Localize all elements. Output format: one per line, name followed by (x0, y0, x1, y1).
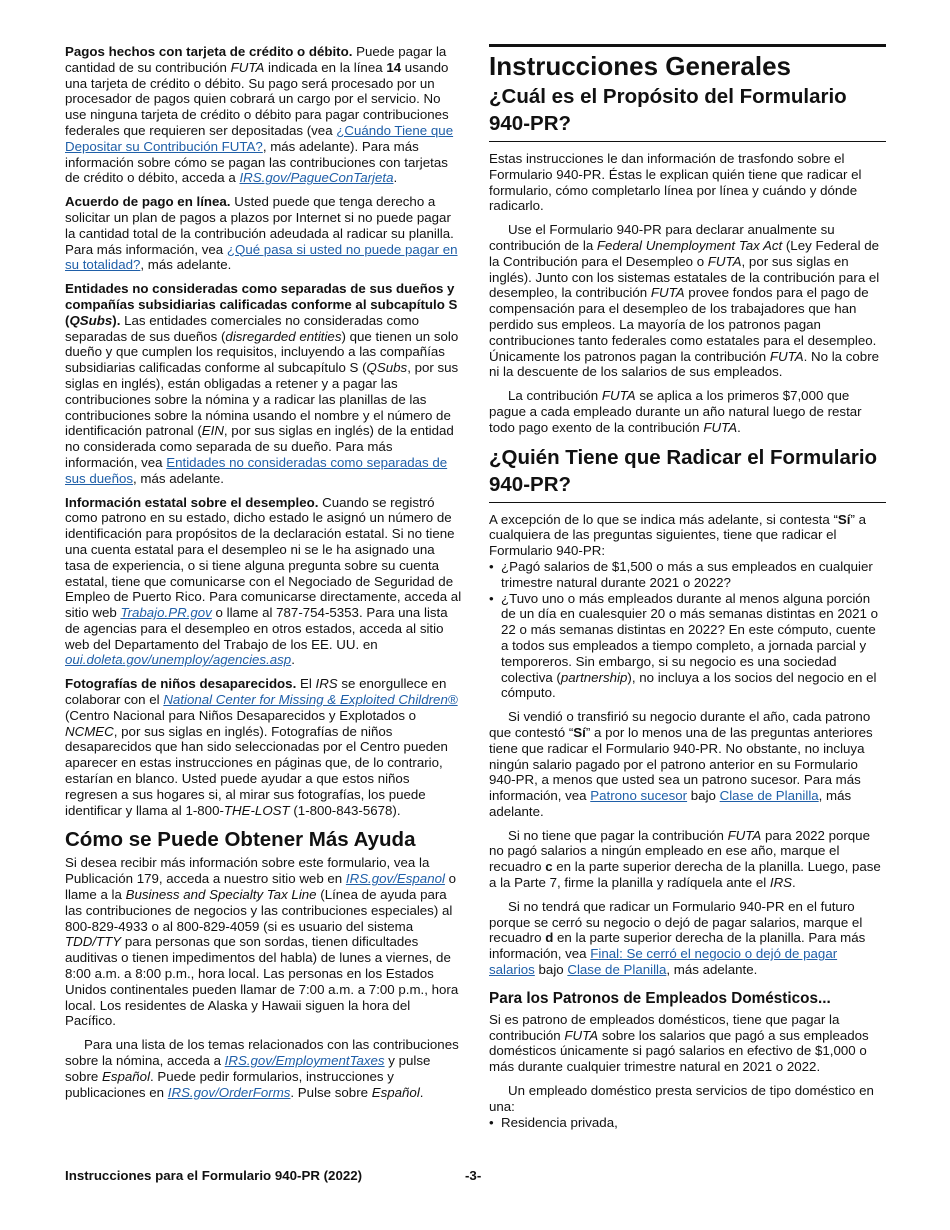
heading-empleados-domesticos: Para los Patronos de Empleados Domésticos... (489, 989, 831, 1007)
link-irs-espanol[interactable]: IRS.gov/Espanol (345, 871, 445, 887)
paragraph-closed-business: Si no tendrá que radicar un Formulario 940-PR en el futuro porque se cerró su negocio o dejó de pagar salarios, marque el recuadro d en la parte superior derecha de la planilla. Para más información, vea Final: Se cerró el negocio o dejó de pagar salarios bajo Clase de Planilla, más adelante. (489, 898, 866, 978)
bullet-dot-icon: • (489, 1114, 494, 1130)
paragraph-disregarded-entities: Entidades no consideradas como separadas de sus dueños y compañías subsidiarias calificadas conforme al subcapítulo S (QSubs). Las entidades comerciales no consideradas como separadas de sus dueños (disregarded entities) que tienen un solo dueño y que cumplen los requisitos, incluyendo a las compañías subsidiarias calificadas conforme al subcapítulo S (QSubs, por sus siglas en inglés), están obligadas a retener y a pagar las contribuciones sobre la nómina y a radicar las planillas de las contribuciones sobre la nómina usando el nombre y el número de identificación patronal (EIN, por sus siglas en inglés) de la entidad no considerada como separada de su dueño. Para más información, vea Entidades no consideradas como separadas de sus dueños, más adelante. (65, 281, 459, 486)
link-doleta-agencies[interactable]: oui.doleta.gov/unemploy/agencies.asp (65, 652, 292, 668)
paragraph-futa-7000: La contribución FUTA se aplica a los primeros $7,000 que pague a cada empleado durante un año natural luego de restar todo pago exento de la contribución FUTA. (489, 388, 862, 435)
link-clase-de-planilla[interactable]: Clase de Planilla (719, 788, 819, 804)
link-ncmec[interactable]: National Center for Missing & Exploited Children® (163, 692, 458, 708)
bullet-item: • ¿Tuvo uno o más empleados durante al menos alguna porción de un día en cualesquier 20 o más semanas distintas en 2021 o 22 o más semanas distintas en 2022? En este cómputo, cuente a todos sus empleados a tiempo completo, a jornada parcial y temporeros. Sin embargo, si su negocio es una sociedad colectiva (partnership), no incluya a los socios del negocio en el cómputo. (489, 590, 878, 701)
paragraph-household-employer: Si es patrono de empleados domésticos, tiene que pagar la contribución FUTA sobre los salarios que pagó a sus empleados domésticos únicamente si pagó salarios en efectivo de $1,000 o más durante cualquier trimestre natural en 2021 o 2022. (489, 1011, 869, 1075)
link-cuando-depositar[interactable]: ¿Cuándo Tiene que Depositar su Contribución FUTA? (65, 122, 454, 154)
paragraph-help-info: Si desea recibir más información sobre este formulario, vea la Publicación 179, acceda a nuestro sitio web en IRS.gov/Espanol o llame a la Business and Specialty Tax Line (Línea de ayuda para las contribuciones de negocios y las contribuciones especiales) al 800-829-4933 o al 800-829-4059 (si es usuario del sistema TDD/TTY para personas que son sordas, tienen dificultades auditivas o tienen impedimentos del habla) de lunes a viernes, de 8:00 a.m. a 8:00 p.m., hora local. Las personas en los Estados Unidos continentales pueden llamar de 7:00 a.m. a 7:00 p.m., hora local. Los residentes de Alaska y Hawaii siguen la hora del Pacífico. (65, 855, 459, 1029)
paragraph-sold-business: Si vendió o transfirió su negocio durante el año, cada patrono que contestó “Sí” a por lo menos una de las preguntas anteriores tiene que radicar el Formulario 940-PR. No obstante, no incluya ningún salario pagado por el patrono anterior en su Formulario 940-PR, a menos que usted sea un patrono sucesor. Para más información, vea Patrono sucesor bajo Clase de Planilla, más adelante. (489, 709, 873, 819)
paragraph-intro: Estas instrucciones le dan información de trasfondo sobre el Formulario 940-PR. Éstas le explican quién tiene que radicar el formulario, cómo completarlo línea por línea y cuándo y dónde radicarlo. (489, 151, 862, 214)
link-trabajo-pr[interactable]: Trabajo.PR.gov (120, 605, 212, 621)
link-employment-taxes[interactable]: IRS.gov/EmploymentTaxes (224, 1053, 385, 1069)
paragraph-credit-card: Pagos hechos con tarjeta de crédito o débito. Puede pagar la cantidad de su contribución FUTA indicada en la línea 14 usando una tarjeta de crédito o débito. Su pago será procesado por un procesador de pagos quien cobrará un cargo por el servicio. No use ninguna tarjeta de crédito o débito para pagar contribuciones federales que requieren ser depositadas (vea ¿Cuándo Tiene que Depositar su Contribución FUTA?, más adelante). Para más información sobre cómo se pagan las contribuciones con tarjetas de crédito o débito, acceda a IRS.gov/PagueConTarjeta. (65, 44, 454, 186)
right-column (489, 44, 886, 1130)
bullet-dot-icon: • (489, 558, 494, 574)
bullet-item: • ¿Pagó salarios de $1,500 o más a sus empleados en cualquier trimestre natural durante 2021 o 2022? (489, 558, 873, 590)
left-column (65, 44, 462, 1108)
link-pague-con-tarjeta[interactable]: IRS.gov/PagueConTarjeta (239, 170, 394, 186)
heading-quien-radica: ¿Quién Tiene que Radicar el Formulario 940-PR? (489, 444, 886, 503)
paragraph-use-form: Use el Formulario 940-PR para declarar anualmente su contribución de la Federal Unemployment Tax Act (Ley Federal de la Contribución para el Desempleo o FUTA, por sus siglas en inglés). Junto con los sistemas estatales de la contribución para el desempleo, la contribución FUTA provee fondos para el pago de compensación para el desempleo de los trabajadores que han perdido sus empleos. La mayoría de los patronos pagan contribuciones tanto federales como estatales para el desempleo. Únicamente los patronos pagan la contribución FUTA. No la cobre ni la descuente de los salarios de sus empleados. (489, 222, 880, 380)
heading-proposito: ¿Cuál es el Propósito del Formulario 940-PR? (489, 83, 886, 142)
footer-title: Instrucciones para el Formulario 940-PR (2022) (65, 1168, 363, 1183)
paragraph-no-futa: Si no tiene que pagar la contribución FUTA para 2022 porque no pagó salarios a ningún empleado en ese año, marque el recuadro c en la parte superior derecha de la planilla. Luego, pase a la Parte 7, firme la planilla y radíquela ante el IRS. (489, 827, 881, 891)
link-patrono-sucesor[interactable]: Patrono sucesor (590, 788, 688, 804)
paragraph-exception: A excepción de lo que se indica más adelante, si contesta “Sí” a cualquiera de las preguntas siguientes, tiene que radicar el Formulario 940-PR: (489, 511, 866, 559)
link-clase-de-planilla[interactable]: Clase de Planilla (567, 962, 667, 978)
heading-mas-ayuda: Cómo se Puede Obtener Más Ayuda (65, 828, 416, 852)
page-number: -3- (465, 1168, 482, 1183)
link-entidades-no-consideradas[interactable]: Entidades no consideradas como separadas de sus dueños (65, 454, 448, 486)
link-final-cerro-negocio[interactable]: Final: Se cerró el negocio o dejó de pagar salarios (489, 946, 838, 978)
heading-instrucciones-generales: Instrucciones Generales (489, 51, 792, 81)
bullet-dot-icon: • (489, 590, 494, 606)
paragraph-missing-children: Fotografías de niños desaparecidos. El IRS se enorgullece en colaborar con el National Center for Missing & Exploited Children® (Centro Nacional para Niños Desaparecidos y Explotados o NCMEC, por sus siglas en inglés). Fotografías de niños desaparecidos que han sido seleccionadas por el Centro pueden aparecer en estas instrucciones en páginas que, de lo contrario, estarían en blanco. Usted puede ayudar a que estos niños regresen a sus hogares si, al mirar sus fotografías, los puede identificar y llama al 1-800-THE-LOST (1-800-843-5678). (65, 676, 458, 818)
paragraph-household-employee: Un empleado doméstico presta servicios de tipo doméstico en una: (489, 1083, 874, 1114)
paragraph-payment-agreement: Acuerdo de pago en línea. Usted puede que tenga derecho a solicitar un plan de pagos a plazos por Internet si no puede pagar la cantidad total de la contribución adeudada al radicar su planilla. Para más información, vea ¿Qué pasa si usted no puede pagar en su totalidad?, más adelante. (65, 194, 458, 273)
link-order-forms[interactable]: IRS.gov/OrderForms (167, 1084, 291, 1100)
paragraph-state-unemployment: Información estatal sobre el desempleo. Cuando se registró como patrono en su estado, dicho estado le asignó un número de identificación para propósitos de la declaración estatal. Si no tiene una cuenta estatal para el desempleo ni se le ha asignado una tasa de experiencia, o si tiene alguna pregunta sobre su cuenta estatal, tiene que comunicarse con el Negociado de Seguridad de Empleo de Puerto Rico. Para comunicarse directamente, acceda al sitio web Trabajo.PR.gov o llame al 787-754-5353. Para una lista de agencias para el desempleo en otros estados, acceda al sitio web del Departamento del Trabajo de los EE. UU. en oui.doleta.gov/unemploy/agencies.asp. (65, 494, 462, 668)
bullet-item: • Residencia privada, (489, 1114, 618, 1130)
link-que-pasa-no-puede-pagar[interactable]: ¿Qué pasa si usted no puede pagar en su totalidad? (65, 241, 458, 273)
paragraph-employment-taxes: Para una lista de los temas relacionados con las contribuciones sobre la nómina, acceda a IRS.gov/EmploymentTaxes y pulse sobre Español. Puede pedir formularios, instrucciones y publicaciones en IRS.gov/OrderForms. Pulse sobre Español. (65, 1037, 459, 1100)
